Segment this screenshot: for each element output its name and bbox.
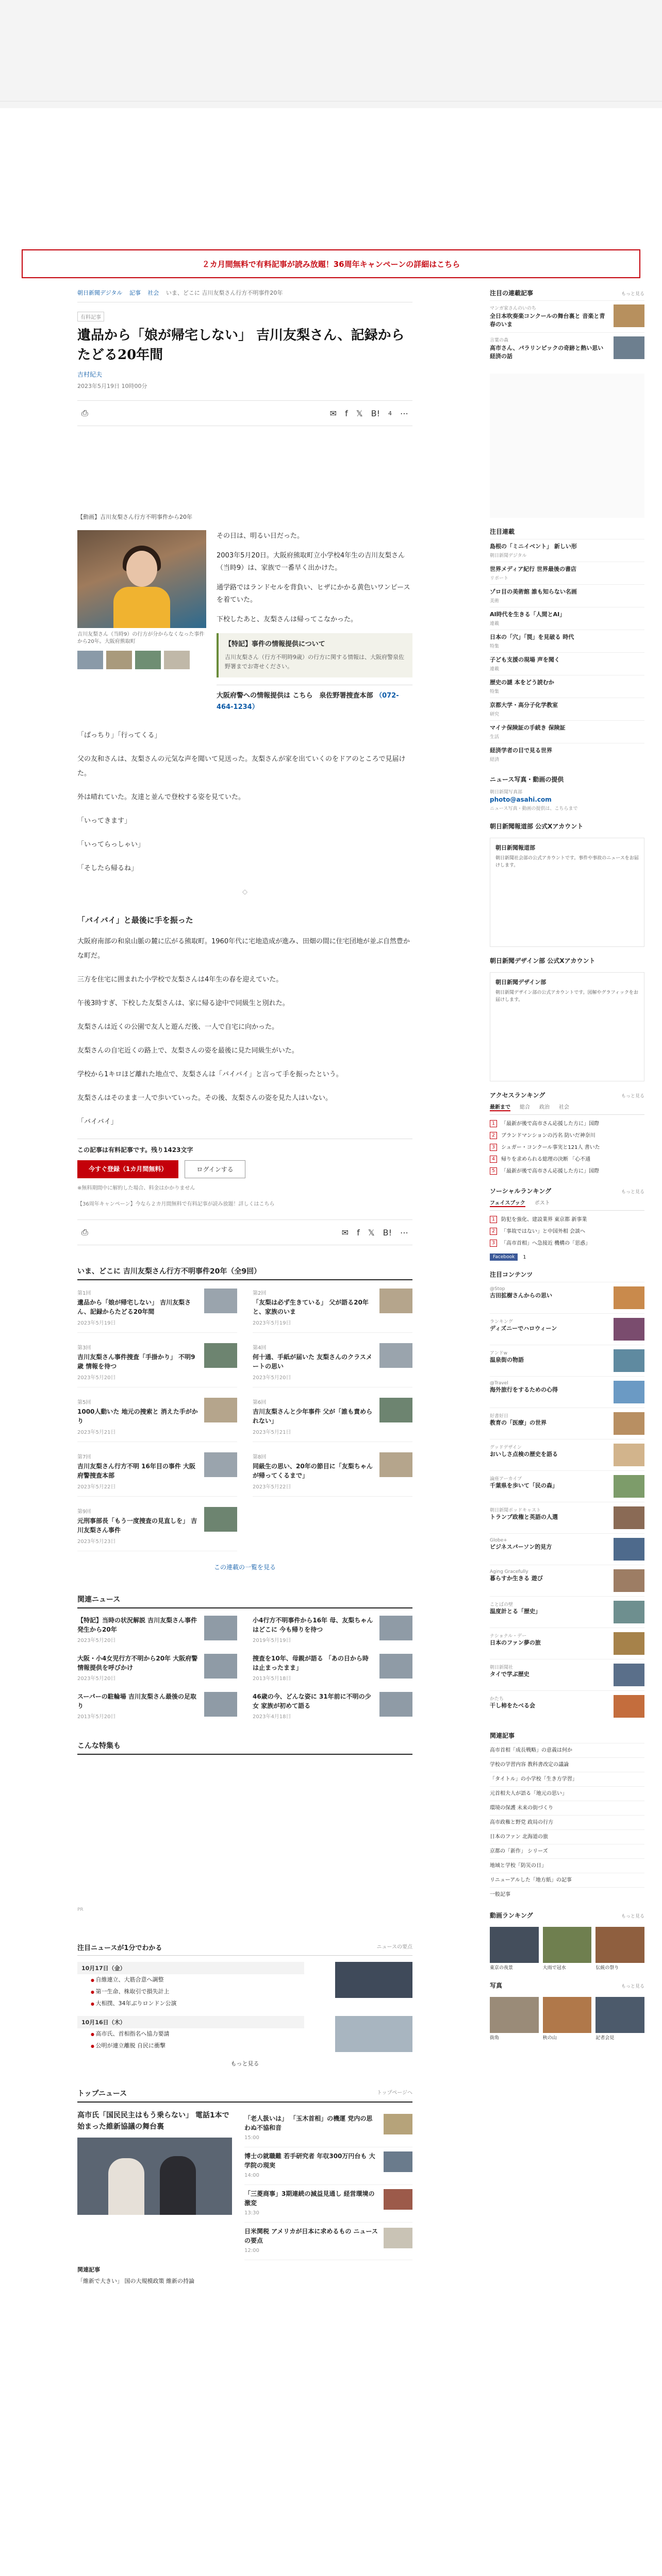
content-title: 千葉県を歩いて「民の森」 (490, 1482, 558, 1489)
feature-ad-space (77, 1762, 412, 1917)
main-column (77, 289, 412, 2285)
content-kicker: ナショナル・デー (490, 1634, 527, 1639)
tab-facebook[interactable]: フェイスブック (490, 1198, 525, 1207)
info-box-heading: 【特記】事件の情報提供について (225, 640, 325, 648)
photo-thumbnails (77, 651, 206, 669)
sidebar-related-item[interactable]: 環境の保護 未来の街づくり (490, 1801, 644, 1815)
info-box-body: 吉川友梨さん（行方不明時9歳）の行方に関する情報は、大阪府警泉佐野署までお寄せください。 (225, 654, 404, 670)
pr-label: PR (77, 1907, 84, 1912)
related-strip-link[interactable]: 「維新で大きい」 国の大規模政策 維新の持論 (77, 2278, 194, 2284)
sidebar-news-item[interactable]: AI時代を生きる「人間とAI」 連載 (490, 607, 644, 630)
content-thumbnail (614, 1286, 644, 1309)
article-title: 遺品から「娘が帰宅しない」 吉川友梨さん、記録からたどる20年間 (77, 328, 405, 363)
series-thumbnail (379, 1452, 412, 1477)
ranking-item[interactable]: 2 ブランドマンションの汚名 防いだ神奈川 (490, 1130, 644, 1142)
content-thumbnail (614, 1632, 644, 1655)
more-icon[interactable]: ⋯ (400, 408, 408, 418)
content-title: 温度計とる「歴史」 (490, 1608, 541, 1615)
series-item[interactable]: 第4回 何十通、手紙が届いた 友梨さんのクラスメートの思い 2023年5月20日 (253, 1343, 412, 1387)
content-thumbnail (614, 1381, 644, 1403)
sidebar-more-link[interactable]: もっと見る (621, 292, 644, 297)
sidebar-more-link[interactable]: もっと見る (621, 1914, 644, 1919)
content-thumbnail (614, 1601, 644, 1623)
content-title: おいしさ点検の歴史を語る (490, 1451, 558, 1458)
video-item[interactable]: 大雨で冠水 (543, 1927, 592, 1972)
content-kicker: ことばの壁 (490, 1602, 514, 1607)
x-account-text: 朝日新聞デザイン部の公式アカウントです。図解やグラフィックをお届けします。 (495, 990, 638, 1003)
series-item[interactable]: 第6回 吉川友梨さんと少年事件 父が「誰も責められない」 2023年5月21日 (253, 1398, 412, 1442)
main-photo[interactable] (77, 530, 206, 628)
paragraph: 外は晴れていた。友達と並んで登校する姿を見ていた。 (77, 793, 245, 801)
sidebar-heading: アクセスランキング (490, 1092, 545, 1099)
hatena-bookmark-icon[interactable]: B! (371, 408, 380, 418)
briefing-image[interactable] (335, 1962, 412, 1998)
content-kicker: 朝日新聞社 (490, 1665, 514, 1670)
x-account-text: 朝日新聞社会部の公式アカウントです。事件や事故のニュースをお届けします。 (495, 856, 639, 868)
briefing-date[interactable]: 10月16日（木） (77, 2016, 304, 2028)
sidebar-related-item[interactable]: 学校の学習内容 教科書改定の議論 (490, 1757, 644, 1772)
content-kicker: 好書好日 (490, 1414, 509, 1419)
series-thumbnail (204, 1452, 237, 1477)
related-item[interactable]: 大阪・小4女児行方不明から20年 大阪府警 情報提供を呼びかけ 2023年5月20日 (77, 1654, 237, 1684)
contact-dept: 朝日新聞写真部 (490, 790, 523, 795)
series-item[interactable]: 第7回 吉川友梨さん行方不明 16年目の事件 大阪府警捜査本部 2023年5月22日 (77, 1452, 237, 1497)
facebook-icon[interactable]: f (357, 1227, 360, 1238)
sidebar-heading: 注目コンテンツ (490, 1271, 533, 1278)
article-body (77, 728, 412, 1129)
lead-text (217, 530, 412, 713)
top-news-list (244, 2110, 412, 2260)
briefing-more-button[interactable]: もっと見る (230, 2060, 259, 2067)
paragraph: 大阪府南部の和泉山脈の麓に広がる熊取町。1960年代に宅地造成が進み、田畑の間に住宅団地が並ぶ自然豊かな町だ。 (77, 938, 410, 960)
sidebar-news-item[interactable]: 経済学者の目で見る世界 経済 (490, 743, 644, 766)
social-ranking-list (490, 1214, 644, 1249)
series-more-link[interactable]: この連載の一覧を見る (213, 1564, 276, 1571)
paragraph: 下校したあと、友梨さんは帰ってこなかった。 (217, 616, 358, 623)
content-title: 干し柿をたべる会 (490, 1702, 535, 1709)
sidebar-heading: 朝日新聞デザイン部 公式Xアカウント (490, 957, 595, 964)
briefing-image[interactable] (335, 2016, 412, 2052)
briefing-item[interactable]: ● 高市氏、首相指名へ協力要請 (91, 2028, 304, 2040)
series-thumbnail (379, 1343, 412, 1368)
briefing-item[interactable]: ● 大相撲、34年ぶりロンドン公演 (91, 1998, 304, 2010)
top-lead-image (77, 2138, 232, 2215)
briefing-list (77, 1974, 304, 2010)
series-item[interactable]: 第2回 「友梨は必ず生きている」 父が語る20年と、家族のいま 2023年5月19日 (253, 1289, 412, 1333)
briefing-link[interactable]: ニュースの要点 (376, 1944, 412, 1950)
contact-email[interactable]: photo@asahi.com (490, 796, 552, 803)
sidebar-contact (490, 775, 644, 812)
ranking-item[interactable]: 3 「高市首相」へ急接近 機構の「思惑」 (490, 1238, 644, 1249)
paragraph: 「いってきます」 (77, 817, 131, 825)
article-toolbar (77, 400, 412, 426)
sidebar-news-item[interactable]: 京都大学・高分子化学教室 研究 (490, 698, 644, 720)
paragraph: 午後3時すぎ、下校した友梨さんは、家に帰る途中で同級生と別れた。 (77, 999, 289, 1007)
content-thumbnail (614, 1538, 644, 1561)
paragraph: その日は、明るい日だった。 (217, 532, 304, 540)
series-thumbnail (204, 1398, 237, 1422)
series-thumbnail (379, 1398, 412, 1422)
top-news (77, 2110, 412, 2260)
top-news-thumbnail (384, 2114, 412, 2134)
related-item[interactable]: 小4行方不明事件から16年 母、友梨ちゃんはどこに 今も帰りを待つ 2019年5月19日 (253, 1616, 412, 1646)
briefing-item[interactable]: ● 第一生命、株取引で損失計上 (91, 1986, 304, 1998)
content-title: ディズニーでハロウィーン (490, 1325, 557, 1332)
paragraph: 三方を住宅に囲まれた小学校で友梨さんは4年生の春を迎えていた。 (77, 976, 283, 984)
breadcrumb-item[interactable]: 社会 (147, 290, 159, 296)
content-thumbnail (614, 1475, 644, 1498)
sidebar-related-item[interactable]: 元首相夫人が語る「地元の思い」 (490, 1786, 644, 1801)
video-carousel (490, 1927, 644, 1972)
top-lead-title: 高市氏「国民民主はもう乗らない」 電話1本で始まった維新協議の舞台裏 (77, 2111, 229, 2131)
breadcrumb-item[interactable]: いま、どこに 吉川友梨さん行方不明事件20年 (166, 290, 283, 296)
content-kicker: Aging Gracefully (490, 1569, 528, 1574)
paragraph: 父の友和さんは、友梨さんの元気な声を聞いて見送った。友梨さんが家を出ていくのをドアのところで見届けた。 (77, 755, 406, 777)
sidebar-related-item[interactable]: リニューアルした「地方紙」の記事 (490, 1873, 644, 1887)
top-news-heading: トップニュース トップページへ (77, 2088, 412, 2103)
featured-content (490, 1270, 644, 1722)
ranking-item[interactable]: 3 シュガー・コンクール事実と121人 書いた (490, 1142, 644, 1154)
sidebar-related-item[interactable]: 高市首相「成長戦略」の意義は何か (490, 1743, 644, 1757)
top-lead-story[interactable] (77, 2110, 232, 2260)
content-item[interactable] (490, 1628, 644, 1659)
content-title: 暮らすか生きる 遊び (490, 1575, 543, 1582)
x-account-name: 朝日新聞デザイン部 (495, 979, 547, 986)
campaign-link[interactable]: 【36周年キャンペーン】今なら２カ月間無料で有料記事が読み放題！詳しくはこちら (77, 1201, 275, 1207)
sidebar (490, 289, 644, 2051)
content-thumbnail (614, 1318, 644, 1341)
facebook-button[interactable]: Facebook (490, 1253, 518, 1261)
facebook-count: 1 (523, 1254, 526, 1260)
content-item[interactable] (490, 1565, 644, 1596)
publish-date: 2023年5月19日 10時00分 (77, 383, 147, 389)
content-kicker: アンドw (490, 1351, 508, 1356)
series-item[interactable]: 第1回 遺品から「娘が帰宅しない」 吉川友梨さん、記録からたどる20年間 2023年5月19日 (77, 1289, 237, 1333)
ranking-item[interactable]: 1 防犯を強化、建設業界 東京都 新事業 (490, 1214, 644, 1226)
content-thumbnail (614, 1569, 644, 1592)
facebook-icon[interactable]: f (345, 408, 348, 418)
hatena-bookmark-icon[interactable]: B! (383, 1227, 392, 1238)
sidebar-related-item[interactable]: 日本のファン 北海道の旅 (490, 1829, 644, 1844)
video-item[interactable]: 東京の夜景 (490, 1927, 539, 1972)
more-icon[interactable]: ⋯ (400, 1227, 408, 1238)
sidebar-news-item[interactable]: 島根の「ミニイベント」 新しい形 朝日新聞デジタル (490, 539, 644, 562)
photo-thumbnail[interactable] (77, 651, 103, 669)
sidebar-story[interactable]: 言葉の森 高市さん、パラリンピックの奇跡と熱い思い 経済の話 (490, 332, 644, 364)
paywall-notice: この記事は有料記事です。残り1423文字 (77, 1146, 193, 1154)
subscribe-button[interactable]: 今すぐ登録（1カ月間無料） (77, 1160, 178, 1178)
photo-carousel (490, 1997, 644, 2042)
facebook-follow (490, 1253, 644, 1261)
briefing-item[interactable]: ● 公明が連立離脱 自民に衝撃 (91, 2040, 304, 2052)
ranking-item[interactable]: 4 帰りを求められる総理の決断 「心不通 (490, 1154, 644, 1165)
related-strip-heading: 関連記事 (77, 2266, 100, 2273)
series-item[interactable]: 第8回 同級生の思い、20年の節目に「友梨ちゃんが帰ってくるまで」 2023年5月22日 (253, 1452, 412, 1497)
series-thumbnail (204, 1507, 237, 1532)
sidebar-news-item[interactable]: 子ども支援の現場 声を聞く 連載 (490, 652, 644, 675)
paragraph: 「バイバイ」 (77, 1118, 118, 1126)
top-news-item[interactable]: 日米関税 アメリカが日本に求めるもの ニュースの要点 12:00 (244, 2223, 412, 2260)
related-thumbnail (204, 1654, 237, 1679)
paragraph: 通学路ではランドセルを背負い、ヒザにかかる黄色いワンピースを着ていた。 (217, 584, 410, 604)
series-thumbnail (204, 1343, 237, 1368)
content-item[interactable] (490, 1502, 644, 1533)
breadcrumb-item[interactable]: 記事 (129, 290, 141, 296)
content-kicker: @Stop (490, 1286, 505, 1292)
x-account-name: 朝日新聞報道部 (495, 844, 535, 851)
top-news-thumbnail (384, 2189, 412, 2210)
sidebar-heading: 写真 (490, 1982, 503, 1989)
feature-heading: こんな特集も (77, 1740, 412, 1755)
breadcrumb-item[interactable]: 朝日新聞デジタル (77, 290, 123, 296)
photo-thumbnail[interactable] (164, 651, 190, 669)
social-ranking (490, 1187, 644, 1261)
print-icon[interactable]: ⎙ (81, 408, 88, 418)
photo-caption: 吉川友梨さん（当時9）の行方が分からなくなった事件から20年。大阪府熊取町 (77, 632, 205, 645)
paywall-note: ※無料期間中に解約した場合、料金はかかりません (77, 1185, 195, 1191)
inline-ad-space (77, 434, 412, 496)
sidebar-related-item[interactable]: 一般記事 (490, 1887, 644, 1902)
top-news-item[interactable]: 「三菱商事」3期連続の減益見通し 経営環境の激変 13:30 (244, 2185, 412, 2223)
sidebar-news-item[interactable]: マイナ保険証の手続き 保険証 生活 (490, 720, 644, 743)
series-item[interactable]: 第5回 1000人動いた 地元の捜索と 消えた手がかり 2023年5月21日 (77, 1398, 237, 1442)
sidebar-related-item[interactable]: 地域と学校「防災の日」 (490, 1858, 644, 1873)
tab-latest[interactable]: 最新まで (490, 1103, 510, 1111)
campaign-banner[interactable] (22, 249, 640, 278)
x-icon[interactable]: 𝕏 (368, 1227, 375, 1238)
sidebar-news-list (490, 539, 644, 766)
content-item[interactable] (490, 1282, 644, 1313)
sidebar-x-account (490, 956, 644, 1081)
content-title: 海外旅行をするための心得 (490, 1386, 558, 1393)
sidebar-story[interactable]: マンガ家さんのいのち 全日本吹奏楽コンクールの舞台裏と 音楽と青春のいま (490, 300, 644, 332)
related-thumbnail (379, 1616, 412, 1640)
sidebar-heading: 注目連載 (490, 528, 515, 535)
sidebar-news (490, 527, 644, 766)
related-thumbnail (379, 1692, 412, 1717)
content-kicker: ランキング (490, 1319, 513, 1325)
content-item[interactable] (490, 1659, 644, 1690)
sidebar-heading: ソーシャルランキング (490, 1188, 552, 1195)
x-embed[interactable] (490, 838, 644, 947)
photo-gallery (490, 1981, 644, 2042)
content-kicker: 論座アーカイブ (490, 1477, 522, 1482)
content-title: トランプ政権と英語の人選 (490, 1514, 558, 1520)
related-thumbnail (379, 1654, 412, 1679)
paywall (77, 1139, 412, 1207)
ranking-item[interactable]: 2 「事故ではない」と中国外相 会談へ (490, 1226, 644, 1238)
section-heading: 「バイバイ」と最後に手を振った (77, 916, 193, 925)
sidebar-heading: ニュース写真・動画の提供 (490, 776, 564, 783)
video-ranking (490, 1911, 644, 1972)
related-item[interactable]: 46歳の今、どんな姿に 31年前に不明の少女 家族が初めて語る 2023年4月18日 (253, 1692, 412, 1722)
content-kicker: @Travel (490, 1381, 508, 1386)
social-tabs (490, 1198, 644, 1211)
info-box[interactable] (217, 633, 412, 677)
tip-phone[interactable]: （072-464-1234） (217, 692, 399, 711)
related-strip (77, 2265, 412, 2285)
ranking-item[interactable]: 1 「最新が後で高市さん応援した方に」国際 (490, 1118, 644, 1130)
sidebar-rensai (490, 289, 644, 364)
content-item[interactable] (490, 1533, 644, 1565)
content-item[interactable] (490, 1690, 644, 1722)
content-item[interactable] (490, 1439, 644, 1470)
photo-label: 【動画】吉川友梨さん行方不明事件から20年 (77, 514, 192, 520)
series-list (77, 1289, 412, 1551)
sidebar-news-item[interactable]: 日本の「穴」「罠」を見破る 時代 特集 (490, 630, 644, 652)
sidebar-news-item[interactable]: 世界メディア紀行 世界最後の書店 リポート (490, 562, 644, 584)
briefing-day (77, 1962, 412, 2010)
sidebar-related-item[interactable]: 高市政権と野党 政局の行方 (490, 1815, 644, 1829)
series-thumbnail (204, 1289, 237, 1313)
photo-thumbnail[interactable] (135, 651, 161, 669)
content-thumbnail (614, 1349, 644, 1372)
series-heading: いま、どこに 吉川友梨さん行方不明事件20年（全9回） (77, 1266, 412, 1280)
paid-badge: 有料記事 (77, 312, 104, 321)
top-page-link[interactable]: トップページへ (376, 2090, 412, 2096)
sidebar-more-link[interactable]: もっと見る (621, 1984, 644, 1989)
content-thumbnail (614, 1664, 644, 1686)
series-item[interactable]: 第3回 吉川友梨さん事件捜査「手掛かり」 不明9歳 情報を待つ 2023年5月20日 (77, 1343, 237, 1387)
campaign-text: ２カ月間無料で有料記事が読み放題！36周年キャンペーンの詳細はこちら (202, 259, 460, 269)
briefing-date[interactable]: 10月17日（金） (77, 1962, 304, 1974)
sidebar-heading: 関連記事 (490, 1732, 515, 1739)
content-item[interactable] (490, 1313, 644, 1345)
content-thumbnail (614, 1444, 644, 1466)
sidebar-news-item[interactable]: 歴史の謎 本をどう読むか 特集 (490, 675, 644, 698)
content-title: 教育の「医療」の世界 (490, 1419, 547, 1426)
x-icon[interactable]: 𝕏 (356, 408, 363, 418)
related-thumbnail (204, 1692, 237, 1717)
content-item[interactable] (490, 1376, 644, 1408)
sidebar-related-item[interactable]: 「タイトル」の小学校「生き方学習」 (490, 1772, 644, 1786)
content-thumbnail (614, 1695, 644, 1718)
sidebar-thumbnail (614, 304, 644, 327)
tip-line (217, 685, 412, 713)
content-kicker: かたち (490, 1697, 504, 1702)
article-figure (77, 530, 412, 713)
top-news-thumbnail (384, 2151, 412, 2172)
related-item[interactable]: スーパーの駐輪場 吉川友梨さん最後の足取り 2013年5月20日 (77, 1692, 237, 1722)
top-news-item[interactable]: 「老人扱いは」 「玉木首相」の機運 党内の思わぬ不協和音 15:00 (244, 2110, 412, 2147)
related-item[interactable]: 捜査を10年、母親が語る 「あの日から時は止まったまま」 2013年5月18日 (253, 1654, 412, 1684)
content-title: ビジネスパーソン的見方 (490, 1544, 552, 1550)
sidebar-news-item[interactable]: ゾロ目の美術館 誰も知らない名画 美術 (490, 584, 644, 607)
mail-icon[interactable]: ✉ (341, 1227, 349, 1238)
photo-thumbnail[interactable] (106, 651, 132, 669)
sidebar-related-list (490, 1743, 644, 1902)
paragraph: 学校から1キロほど離れた地点で、友梨さんは「バイバイ」と言って手を振ったという。 (77, 1071, 343, 1078)
header-ad-band (0, 0, 662, 108)
paragraph: 「そしたら帰るね」 (77, 865, 138, 872)
related-list (77, 1616, 412, 1722)
paragraph: 友梨さんはそのまま一人で歩いていった。その後、友梨さんの姿を見た人はいない。 (77, 1094, 333, 1102)
photo-item[interactable]: 秋の山 (543, 1997, 592, 2042)
paragraph: 「ばっちり」「行ってくる」 (77, 732, 161, 739)
sidebar-related-item[interactable]: 京都の「新作」 シリーズ (490, 1844, 644, 1858)
print-icon[interactable]: ⎙ (81, 1227, 88, 1237)
sidebar-x-account (490, 822, 644, 947)
sidebar-more-link[interactable]: もっと見る (621, 1190, 644, 1195)
content-title: 温泉街の物語 (490, 1357, 524, 1363)
content-kicker: グッドデザイン (490, 1445, 522, 1450)
article-toolbar-bottom (77, 1219, 412, 1245)
related-heading: 関連ニュース (77, 1594, 412, 1608)
photo-item[interactable]: 記者会見 (595, 1997, 644, 2042)
content-item[interactable] (490, 1345, 644, 1376)
contact-note: ニュース写真・動画の提供は、こちらまで (490, 806, 578, 811)
sidebar-ad-space (490, 374, 644, 518)
briefing-heading: 注目ニュースが1分でわかる ニュースの要点 (77, 1942, 412, 1956)
tip-text: 大阪府警への情報提供は こちら 泉佐野署捜査本部 (217, 692, 373, 700)
content-thumbnail (614, 1412, 644, 1435)
paragraph: 友梨さんは近くの公園で友人と遊んだ後、一人で自宅に向かった。 (77, 1023, 279, 1031)
tab-society[interactable]: 社会 (559, 1105, 569, 1110)
paragraph: 「いってらっしゃい」 (77, 841, 145, 849)
breadcrumb (77, 289, 412, 302)
content-title: 古田拡樹さんからの思い (490, 1292, 552, 1299)
login-button[interactable]: ログインする (185, 1160, 245, 1178)
content-kicker: 朝日新聞ポッドキャスト (490, 1508, 541, 1513)
series-item[interactable]: 第9回 元刑事部長「もう一度捜査の見直しを」 吉川友梨さん事件 2023年5月23日 (77, 1507, 237, 1551)
sidebar-heading: 注目の連載記事 (490, 290, 534, 297)
content-item[interactable] (490, 1470, 644, 1502)
sidebar-related (490, 1731, 644, 1902)
content-kicker: Globe+ (490, 1538, 507, 1543)
content-title: 日本のファン夢の旅 (490, 1639, 541, 1646)
sidebar-thumbnail (614, 336, 644, 359)
paragraph: 2003年5月20日。大阪府熊取町立小学校4年生の吉川友梨さん（当時9）は、家族で一番早く出かけた。 (217, 552, 405, 572)
content-title: タイで学ぶ歴史 (490, 1671, 529, 1677)
byline[interactable]: 吉村紀夫 (77, 371, 103, 378)
paragraph: 友梨さんの自宅近くの路上で、友梨さんの姿を最後に見た同級生がいた。 (77, 1047, 299, 1055)
sidebar-heading: 朝日新聞報道部 公式Xアカウント (490, 823, 584, 830)
divider-ornament: ◇ (242, 888, 247, 896)
photo-item[interactable]: 街角 (490, 1997, 539, 2042)
video-item[interactable]: 伝統の祭り (595, 1927, 644, 1972)
tab-x[interactable]: ポスト (534, 1200, 550, 1206)
content-thumbnail (614, 1506, 644, 1529)
sidebar-heading: 動画ランキング (490, 1912, 533, 1919)
content-item[interactable] (490, 1596, 644, 1628)
tab-general[interactable]: 総合 (520, 1105, 530, 1110)
tab-politics[interactable]: 政治 (539, 1105, 550, 1110)
share-count: 4 (388, 410, 392, 417)
sidebar-more-link[interactable]: もっと見る (621, 1094, 644, 1099)
ranking-list (490, 1118, 644, 1177)
briefing-item[interactable]: ● 自維連立、大筋合意へ調整 (91, 1974, 304, 1986)
related-item[interactable]: 【特記】当時の状況解説 吉川友梨さん事件 発生から20年 2023年5月20日 (77, 1616, 237, 1646)
ranking-tabs (490, 1103, 644, 1115)
briefing-day (77, 2016, 412, 2052)
briefing-list (77, 2028, 304, 2052)
series-thumbnail (379, 1289, 412, 1313)
content-list (490, 1282, 644, 1722)
x-embed[interactable] (490, 972, 644, 1081)
ranking-item[interactable]: 5 「最新が後で高市さん応援した方に」国際 (490, 1165, 644, 1177)
content-item[interactable] (490, 1408, 644, 1439)
related-thumbnail (204, 1616, 237, 1640)
mail-icon[interactable]: ✉ (329, 408, 337, 418)
access-ranking (490, 1091, 644, 1177)
top-news-item[interactable]: 博士の就職難 若手研究者 年収300万円台も 大学院の現実 14:00 (244, 2147, 412, 2185)
top-news-thumbnail (384, 2228, 412, 2248)
